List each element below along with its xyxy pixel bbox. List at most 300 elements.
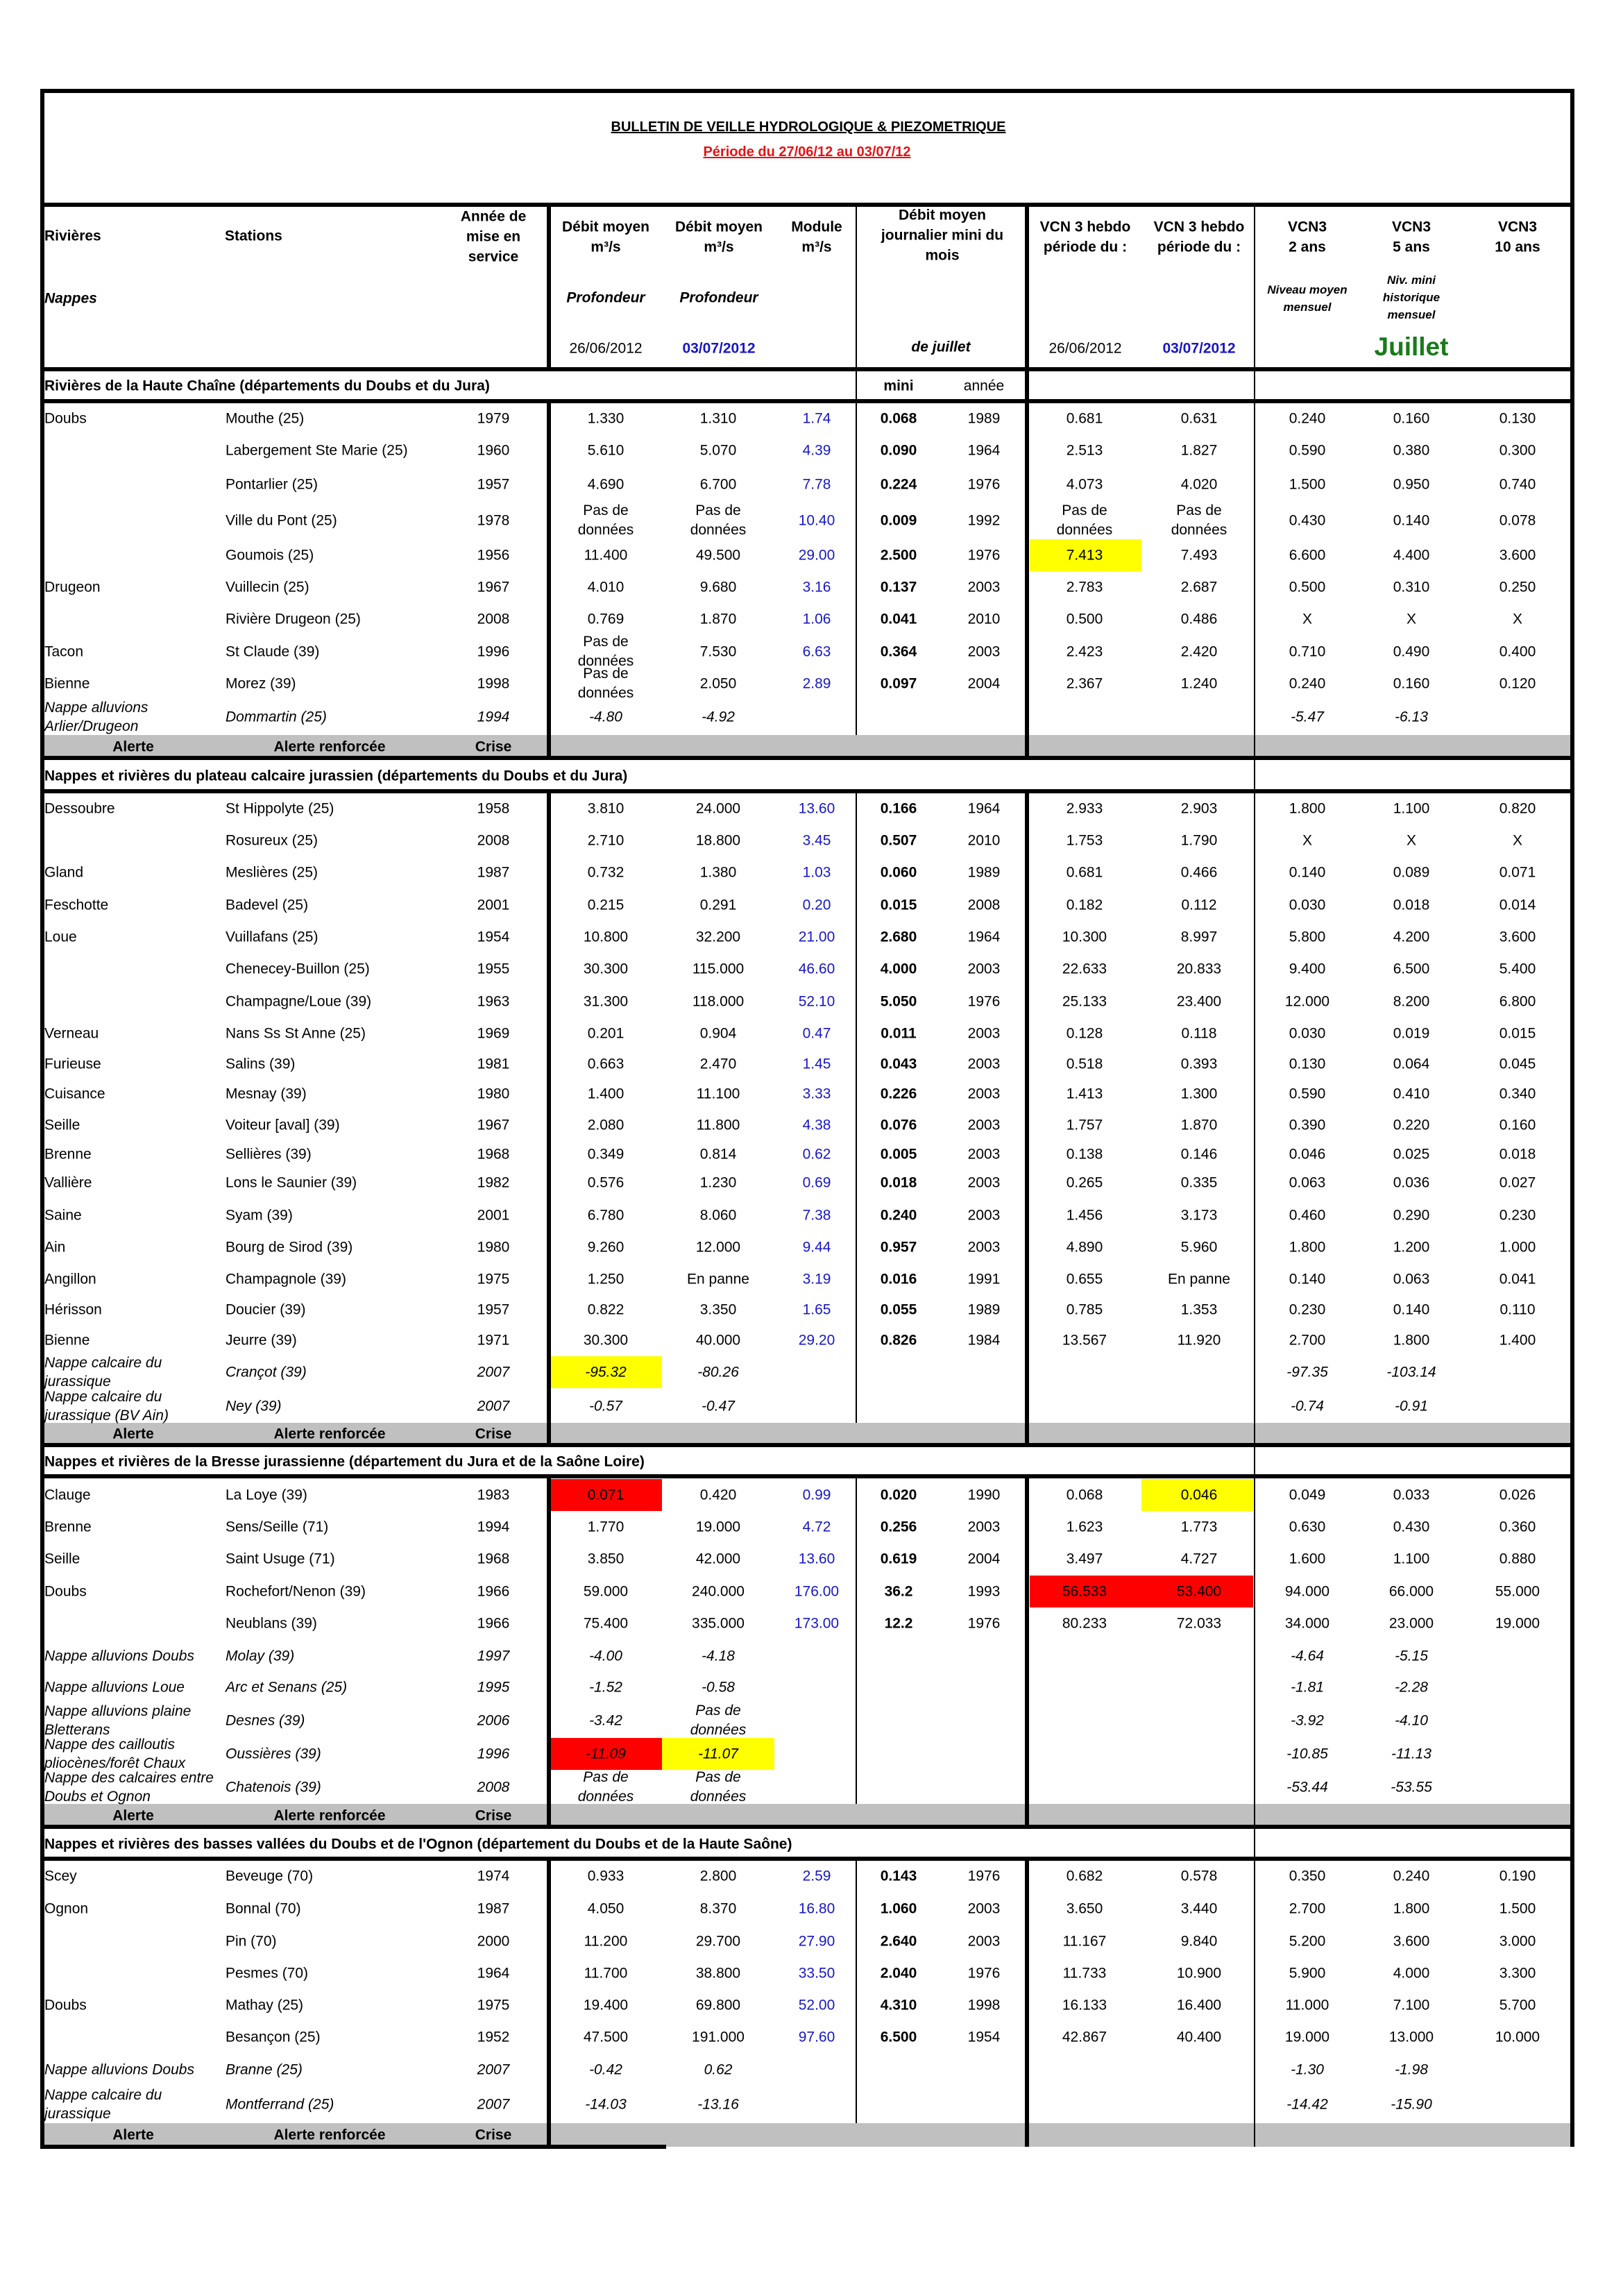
commissioning-year: 1968 <box>477 1551 510 1567</box>
cell-vcn2: 72.033 <box>1176 1615 1222 1632</box>
cell-d1: -0.42 <box>589 2061 622 2078</box>
cell-vcn1: 0.182 <box>1066 897 1103 913</box>
col-header-debit-mini-line: journalier mini du <box>881 227 1004 244</box>
cell-v2: 6.600 <box>1289 547 1326 564</box>
station-name: Rochefort/Nenon (39) <box>226 1583 366 1600</box>
col-header-profondeur-2: Profondeur <box>679 289 758 306</box>
cell-v10: 0.130 <box>1499 410 1536 427</box>
cell-module: 1.65 <box>802 1301 831 1318</box>
cell-v2: 0.130 <box>1289 1056 1326 1072</box>
cell-d1: 4.690 <box>587 476 624 493</box>
column-rule <box>856 203 857 735</box>
cell-d1: 0.201 <box>587 1025 624 1042</box>
cell-module: 9.44 <box>802 1239 831 1256</box>
cell-v5: 0.036 <box>1393 1174 1430 1191</box>
col-header-vcn3-5ans-line: 5 ans <box>1393 239 1430 255</box>
cell-mini: 36.2 <box>884 1583 913 1600</box>
cell-module: 21.00 <box>798 929 835 945</box>
aquifer-name: Nappe alluvions Doubs <box>44 1648 194 1664</box>
cell-v5: 0.160 <box>1393 675 1430 692</box>
cell-d1: 75.400 <box>583 1615 629 1632</box>
cell-d1: 3.850 <box>587 1551 624 1567</box>
header-rule <box>40 367 1574 371</box>
aquifer-name: Nappe des calcaires entre Doubs et Ognon <box>44 1770 214 1805</box>
legend-crise: Crise <box>475 738 512 754</box>
cell-d1: 0.663 <box>587 1056 624 1072</box>
cell-v10: 5.700 <box>1499 1997 1536 2014</box>
header-rule <box>40 399 1574 403</box>
cell-v2: 0.240 <box>1289 410 1326 427</box>
cell-v2: 5.200 <box>1289 1933 1326 1950</box>
col-header-vcn-hebdo-1-line: période du : <box>1043 239 1128 255</box>
section-rule <box>40 756 1574 760</box>
cell-vcn2: 40.400 <box>1176 2029 1222 2045</box>
section-title: Nappes et rivières de la Bresse jurassienne (département du Jura et de la Saône Loire) <box>44 1453 645 1470</box>
table-border-top <box>40 89 1574 93</box>
cell-v2: 0.460 <box>1289 1207 1326 1224</box>
cell-d1: 0.769 <box>587 611 624 627</box>
cell-d2: 8.370 <box>699 1900 737 1917</box>
cell-vcn2: 0.486 <box>1180 611 1218 627</box>
col-header-vcn-hebdo-2-line: VCN 3 hebdo <box>1153 219 1245 235</box>
commissioning-year: 1967 <box>477 1117 510 1133</box>
cell-d1: 11.700 <box>584 1965 628 1982</box>
cell-d1: Pas de données <box>577 634 634 669</box>
cell-v5: 0.018 <box>1393 897 1430 913</box>
legend-alerte: Alerte <box>112 2127 154 2143</box>
cell-v2: 19.000 <box>1284 2029 1330 2045</box>
station-name: Neublans (39) <box>226 1615 317 1632</box>
cell-vcn1: 10.300 <box>1062 929 1107 945</box>
cell-module: 3.45 <box>802 832 831 849</box>
cell-v2: 0.240 <box>1289 675 1326 692</box>
col-header-vcn3-5ans-line: VCN3 <box>1391 219 1431 235</box>
cell-v10: 0.027 <box>1499 1174 1536 1191</box>
cell-v10: 0.190 <box>1499 1868 1536 1884</box>
commissioning-year: 1958 <box>477 800 510 817</box>
cell-mini_year: 2003 <box>967 1146 1001 1163</box>
station-name: Dommartin (25) <box>226 709 327 725</box>
cell-d2: Pas de données <box>690 1703 747 1738</box>
cell-module: 0.99 <box>802 1487 831 1503</box>
cell-mini_year: 1976 <box>967 1868 1001 1884</box>
cell-v2: -4.64 <box>1291 1648 1324 1664</box>
cell-vcn2: 8.997 <box>1180 929 1218 945</box>
cell-module: 27.90 <box>798 1933 835 1950</box>
river-name: Scey <box>44 1868 77 1884</box>
commissioning-year: 2001 <box>477 897 510 913</box>
col-header-niv-mini-line: mensuel <box>1387 308 1436 321</box>
cell-module: 7.38 <box>802 1207 831 1224</box>
cell-vcn2: 1.773 <box>1180 1519 1218 1535</box>
cell-module: 0.69 <box>802 1174 831 1191</box>
cell-vcn2: 1.300 <box>1180 1086 1218 1102</box>
cell-mini_year: 2003 <box>967 1086 1001 1102</box>
aquifer-name: Nappe des cailloutis pliocènes/forêt Chaux <box>44 1737 186 1771</box>
cell-mini_year: 2003 <box>967 961 1001 977</box>
column-rule <box>856 1476 857 1804</box>
cell-d1: 10.800 <box>583 929 629 945</box>
commissioning-year: 1955 <box>477 961 510 977</box>
cell-vcn1: Pas de données <box>1056 503 1113 538</box>
station-name: Branne (25) <box>226 2061 303 2078</box>
aquifer-name: Nappe calcaire du jurassique (BV Ain) <box>44 1389 169 1424</box>
cell-mini: 0.166 <box>880 800 917 817</box>
commissioning-year: 1980 <box>477 1239 510 1256</box>
station-name: Lons le Saunier (39) <box>226 1174 357 1191</box>
cell-v2: 0.430 <box>1289 512 1326 529</box>
cell-module: 4.39 <box>802 442 831 459</box>
river-name: Drugeon <box>44 579 101 596</box>
cell-vcn2: 0.146 <box>1180 1146 1218 1163</box>
cell-vcn1: 25.133 <box>1062 993 1107 1010</box>
cell-vcn1: 0.265 <box>1066 1174 1103 1191</box>
river-name: Seille <box>44 1117 80 1133</box>
cell-d1: 2.080 <box>587 1117 624 1133</box>
bulletin-title: BULLETIN DE VEILLE HYDROLOGIQUE & PIEZOMETRIQUE <box>611 119 1006 135</box>
col-header-annee-line: service <box>468 248 519 265</box>
cell-d2: 2.050 <box>699 675 737 692</box>
river-name: Cuisance <box>44 1086 105 1102</box>
cell-d2: En panne <box>687 1271 749 1288</box>
cell-v5: -4.10 <box>1395 1712 1428 1729</box>
commissioning-year: 1994 <box>477 1519 510 1535</box>
station-name: Badevel (25) <box>226 897 309 913</box>
cell-v5: 0.950 <box>1393 476 1430 493</box>
cell-v10: 0.078 <box>1499 512 1536 529</box>
cell-mini_year: 1989 <box>967 864 1001 881</box>
cell-d1: 0.822 <box>587 1301 624 1318</box>
cell-v10: 0.820 <box>1499 800 1536 817</box>
col-header-debit-mini-line: mois <box>925 247 960 264</box>
cell-v2: 34.000 <box>1284 1615 1330 1632</box>
cell-v10: X <box>1512 611 1523 627</box>
cell-v5: 4.000 <box>1393 1965 1430 1982</box>
cell-vcn1: 16.133 <box>1062 1997 1107 2014</box>
column-rule <box>547 791 551 1445</box>
cell-mini: 2.500 <box>880 547 917 564</box>
cell-v2: 0.500 <box>1289 579 1326 596</box>
river-name: Doubs <box>44 1997 87 2014</box>
cell-v2: 1.500 <box>1289 476 1326 493</box>
cell-v5: 1.800 <box>1393 1332 1430 1349</box>
aquifer-name: Nappe alluvions Arlier/Drugeon <box>44 700 148 734</box>
cell-mini: 2.640 <box>880 1933 917 1950</box>
commissioning-year: 2001 <box>477 1207 510 1224</box>
cell-mini_year: 2003 <box>967 643 1001 660</box>
cell-d1: Pas de données <box>577 1769 634 1805</box>
col-header-vcn-hebdo-2-line: période du : <box>1157 239 1241 255</box>
station-name: Rosureux (25) <box>226 832 318 849</box>
cell-d2: 0.291 <box>699 897 737 913</box>
cell-v5: 0.140 <box>1393 1301 1430 1318</box>
section-rule <box>40 1857 1574 1861</box>
column-rule <box>547 1476 551 1827</box>
col-header-stations: Stations <box>225 228 282 244</box>
station-name: Arc et Senans (25) <box>226 1679 348 1696</box>
col-header-niv-mini-line: Niv. mini <box>1387 273 1436 287</box>
cell-v10: 6.800 <box>1499 993 1536 1010</box>
cell-v5: 0.025 <box>1393 1146 1430 1163</box>
cell-mini: 0.076 <box>880 1117 917 1133</box>
cell-module: 10.40 <box>798 512 835 529</box>
cell-mini_year: 2010 <box>967 832 1001 849</box>
col-header-vcn-hebdo-1-line: VCN 3 hebdo <box>1039 219 1131 235</box>
column-rule <box>1254 203 1255 2147</box>
cell-d2: 11.800 <box>696 1117 740 1133</box>
aquifer-name: Nappe calcaire du jurassique <box>44 1355 162 1390</box>
cell-vcn2: 0.335 <box>1180 1174 1218 1191</box>
cell-module: 1.03 <box>802 864 831 881</box>
commissioning-year: 1983 <box>477 1487 510 1503</box>
cell-v5: 1.100 <box>1393 1551 1430 1567</box>
cell-v5: 0.220 <box>1393 1117 1430 1133</box>
commissioning-year: 1996 <box>477 1746 510 1762</box>
cell-vcn1: 0.068 <box>1066 1487 1103 1503</box>
cell-d2: 0.62 <box>704 2061 733 2078</box>
col-header-niveau-moyen-line: Niveau moyen <box>1267 283 1348 296</box>
commissioning-year: 1987 <box>477 1900 510 1917</box>
cell-vcn1: 3.497 <box>1066 1551 1103 1567</box>
cell-v2: X <box>1302 832 1313 849</box>
cell-v10: 10.000 <box>1495 2029 1540 2045</box>
cell-v5: 3.600 <box>1393 1933 1430 1950</box>
river-name: Brenne <box>44 1519 92 1535</box>
cell-vcn2: 11.920 <box>1177 1332 1221 1349</box>
column-rule <box>1025 1476 1029 1827</box>
column-rule <box>1025 1859 1029 2147</box>
station-name: Molay (39) <box>226 1648 295 1664</box>
cell-v2: 0.063 <box>1289 1174 1326 1191</box>
cell-vcn2: 2.687 <box>1180 579 1218 596</box>
cell-v2: 0.046 <box>1289 1146 1326 1163</box>
cell-v5: 0.064 <box>1393 1056 1430 1072</box>
cell-vcn1: 1.757 <box>1066 1117 1103 1133</box>
commissioning-year: 2007 <box>477 2061 510 2078</box>
river-name: Dessoubre <box>44 800 115 817</box>
cell-mini_year: 2008 <box>967 897 1001 913</box>
col-header-niv-mini-line: historique <box>1382 291 1441 304</box>
cell-d2: -0.47 <box>702 1398 735 1415</box>
cell-vcn1: 0.682 <box>1066 1868 1103 1884</box>
cell-vcn2: 1.353 <box>1180 1301 1218 1318</box>
cell-vcn2: 0.631 <box>1180 410 1218 427</box>
river-name: Bienne <box>44 1332 90 1349</box>
cell-v2: X <box>1302 611 1313 627</box>
column-rule <box>856 791 857 1423</box>
cell-v2: 0.140 <box>1289 1271 1326 1288</box>
col-header-niveau-moyen-line: mensuel <box>1283 301 1332 314</box>
commissioning-year: 1956 <box>477 547 510 564</box>
cell-v5: 0.380 <box>1393 442 1430 459</box>
cell-d1: 0.349 <box>587 1146 624 1163</box>
cell-vcn2: 0.112 <box>1181 897 1217 913</box>
cell-module: 176.00 <box>794 1583 840 1600</box>
cell-vcn1: 2.423 <box>1066 643 1103 660</box>
cell-d1: 0.215 <box>587 897 624 913</box>
cell-d1: 1.770 <box>587 1519 624 1535</box>
cell-d1: -4.80 <box>589 709 622 725</box>
commissioning-year: 1996 <box>477 643 510 660</box>
cell-d2: 11.100 <box>696 1086 740 1102</box>
cell-v10: 0.880 <box>1499 1551 1536 1567</box>
cell-v5: -5.15 <box>1395 1648 1428 1664</box>
commissioning-year: 2008 <box>477 611 510 627</box>
cell-module: 97.60 <box>798 2029 835 2045</box>
cell-vcn2: 0.046 <box>1180 1487 1218 1503</box>
cell-v5: 1.800 <box>1393 1900 1430 1917</box>
cell-mini_year: 2003 <box>967 1117 1001 1133</box>
commissioning-year: 1957 <box>477 476 510 493</box>
commissioning-year: 1963 <box>477 993 510 1010</box>
cell-module: 3.16 <box>802 579 831 596</box>
station-name: Goumois (25) <box>226 547 314 564</box>
cell-v10: 0.230 <box>1499 1207 1536 1224</box>
cell-v5: 4.400 <box>1393 547 1430 564</box>
cell-v10: 0.120 <box>1499 675 1536 692</box>
cell-d2: 335.000 <box>692 1615 745 1632</box>
alert-legend-band <box>42 1804 1572 1827</box>
station-name: Chenecey-Buillon (25) <box>226 961 370 977</box>
col-header-de-juillet: de juillet <box>911 339 971 355</box>
col-header-vcn3-10ans-line: VCN3 <box>1497 219 1538 235</box>
cell-d1: Pas de données <box>577 666 634 701</box>
col-header-debit-03-07-line: Débit moyen <box>674 219 763 235</box>
aquifer-name: Nappe alluvions Loue <box>44 1679 185 1696</box>
commissioning-year: 1982 <box>477 1174 510 1191</box>
cell-mini_year: 2003 <box>967 1239 1001 1256</box>
cell-vcn2: 53.400 <box>1176 1583 1222 1600</box>
cell-d2: 8.060 <box>699 1207 737 1224</box>
cell-mini_year: 1990 <box>967 1487 1001 1503</box>
cell-v5: 66.000 <box>1388 1583 1434 1600</box>
cell-v2: 0.390 <box>1289 1117 1326 1133</box>
cell-v2: 5.800 <box>1289 929 1326 945</box>
station-name: Meslières (25) <box>226 864 318 881</box>
station-name: Vuillecin (25) <box>226 579 309 596</box>
cell-vcn1: 22.633 <box>1062 961 1107 977</box>
column-rule <box>547 399 551 758</box>
station-name: Montferrand (25) <box>226 2096 334 2113</box>
cell-v10: 1.400 <box>1499 1332 1536 1349</box>
cell-vcn2: 3.173 <box>1180 1207 1218 1224</box>
cell-v10: 0.300 <box>1499 442 1536 459</box>
cell-d1: 0.071 <box>587 1487 624 1503</box>
station-name: Bourg de Sirod (39) <box>226 1239 353 1256</box>
cell-mini: 0.826 <box>880 1332 917 1349</box>
cell-vcn1: 1.753 <box>1066 832 1103 849</box>
cell-v5: 0.290 <box>1393 1207 1430 1224</box>
legend-alerte: Alerte <box>112 1807 154 1823</box>
cell-d2: 18.800 <box>695 832 741 849</box>
cell-d1: 9.260 <box>587 1239 624 1256</box>
cell-vcn1: 42.867 <box>1062 2029 1107 2045</box>
column-rule <box>1025 203 1029 758</box>
cell-mini: 0.020 <box>880 1487 917 1503</box>
cell-d2: Pas de données <box>690 503 747 538</box>
table-border-bottom <box>40 2145 666 2149</box>
cell-v10: 0.045 <box>1499 1056 1536 1072</box>
col-header-vcn-date-26-06: 26/06/2012 <box>1048 340 1122 357</box>
col-header-date-26-06: 26/06/2012 <box>569 340 643 357</box>
cell-mini_year: 1976 <box>967 1615 1001 1632</box>
cell-v2: 0.230 <box>1289 1301 1326 1318</box>
cell-mini: 0.009 <box>880 512 917 529</box>
alert-legend-band <box>42 735 1572 758</box>
cell-d2: 49.500 <box>695 547 741 564</box>
cell-v2: -10.85 <box>1286 1746 1328 1762</box>
cell-d2: 9.680 <box>699 579 737 596</box>
commissioning-year: 2007 <box>477 1398 510 1415</box>
commissioning-year: 1967 <box>477 579 510 596</box>
col-header-debit-26-06-line: Débit moyen <box>561 219 650 235</box>
cell-v10: 0.026 <box>1499 1487 1536 1503</box>
cell-mini_year: 1964 <box>967 800 1001 817</box>
cell-mini: 0.137 <box>880 579 917 596</box>
river-name: Gland <box>44 864 84 881</box>
col-header-vcn3-10ans-line: 10 ans <box>1495 239 1540 255</box>
cell-d2: 1.230 <box>699 1174 737 1191</box>
cell-d2: 29.700 <box>695 1933 741 1950</box>
cell-vcn1: 4.890 <box>1066 1239 1103 1256</box>
commissioning-year: 2007 <box>477 1364 510 1381</box>
cell-v10: 5.400 <box>1499 961 1536 977</box>
cell-d2: 1.310 <box>699 410 737 427</box>
legend-alerte-renforcee: Alerte renforcée <box>273 738 386 754</box>
section-title: Rivières de la Haute Chaîne (départements du Doubs et du Jura) <box>44 378 490 394</box>
cell-mini_year: 2003 <box>967 1025 1001 1042</box>
cell-vcn2: Pas de données <box>1171 503 1227 538</box>
cell-d2: 2.470 <box>699 1056 737 1072</box>
cell-v10: 0.360 <box>1499 1519 1536 1535</box>
cell-d2: 12.000 <box>695 1239 741 1256</box>
river-name: Doubs <box>44 410 87 427</box>
cell-d2: 118.000 <box>692 993 745 1010</box>
cell-v2: -3.92 <box>1291 1712 1324 1729</box>
legend-alerte-renforcee: Alerte renforcée <box>273 1807 386 1823</box>
commissioning-year: 1966 <box>477 1583 510 1600</box>
cell-vcn1: 11.167 <box>1062 1933 1107 1950</box>
cell-module: 52.10 <box>798 993 835 1010</box>
cell-mini: 0.005 <box>880 1146 917 1163</box>
station-name: Pin (70) <box>226 1933 277 1950</box>
cell-v2: 0.710 <box>1289 643 1326 660</box>
cell-module: 2.89 <box>802 675 831 692</box>
river-name: Seille <box>44 1551 80 1567</box>
cell-d1: 6.780 <box>587 1207 624 1224</box>
cell-vcn1: 0.681 <box>1066 864 1103 881</box>
commissioning-year: 1960 <box>477 442 510 459</box>
cell-d1: 1.330 <box>587 410 624 427</box>
cell-v2: 0.049 <box>1289 1487 1326 1503</box>
cell-v10: 0.250 <box>1499 579 1536 596</box>
cell-v2: 0.030 <box>1289 1025 1326 1042</box>
legend-crise: Crise <box>475 2127 512 2143</box>
cell-d2: Pas de données <box>690 1769 747 1805</box>
cell-d1: 4.010 <box>587 579 624 596</box>
station-name: Jeurre (39) <box>226 1332 297 1349</box>
cell-mini: 0.364 <box>880 643 917 660</box>
cell-d1: -0.57 <box>589 1398 622 1415</box>
cell-v5: 13.000 <box>1388 2029 1434 2045</box>
cell-d1: 30.300 <box>583 1332 629 1349</box>
cell-v2: 0.590 <box>1289 442 1326 459</box>
cell-mini_year: 2003 <box>967 1933 1001 1950</box>
col-header-debit-26-06-line: m³/s <box>590 239 621 255</box>
cell-d2: -0.58 <box>702 1679 735 1696</box>
cell-mini_year: 1964 <box>967 442 1001 459</box>
cell-vcn2: 1.790 <box>1180 832 1218 849</box>
